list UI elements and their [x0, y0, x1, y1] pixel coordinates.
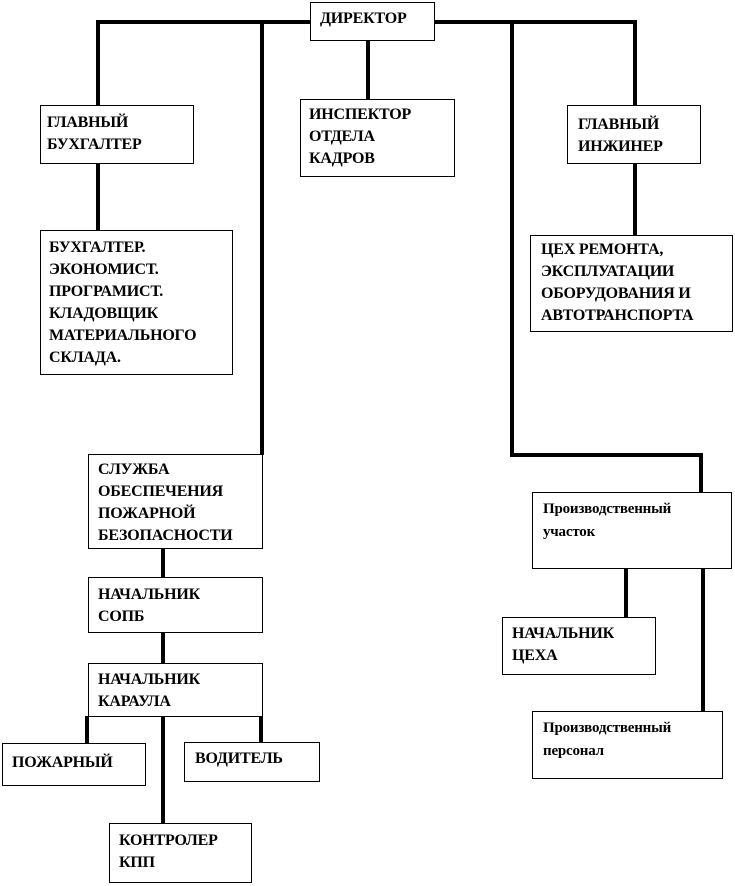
- production-section-box: Производственный участок: [532, 492, 732, 569]
- connector-production-staff: [701, 568, 705, 712]
- head-guard-box: НАЧАЛЬНИК КАРАУЛА: [88, 663, 263, 717]
- director-box: ДИРЕКТОР: [310, 2, 435, 41]
- connector-production-horizontal: [510, 453, 703, 457]
- connector-accountant: [96, 20, 100, 106]
- connector-production-vertical: [510, 20, 514, 457]
- connector-shop-head: [624, 568, 628, 618]
- hr-inspector-box: ИНСПЕКТОР ОТДЕЛА КАДРОВ: [300, 99, 455, 177]
- connector-hr: [366, 40, 370, 100]
- shop-head-box: НАЧАЛЬНИК ЦЕХА: [502, 617, 656, 675]
- checkpoint-controller-box: КОНТРОЛЕР КПП: [109, 823, 252, 883]
- connector-controller: [161, 716, 165, 824]
- chief-engineer-box: ГЛАВНЫЙ ИНЖИНЕР: [567, 105, 701, 164]
- repair-shop-box: ЦЕХ РЕМОНТА, ЭКСПЛУАТАЦИИ ОБОРУДОВАНИЯ И АВТОТРАНСПОРТА: [530, 235, 733, 332]
- connector-repair-shop: [633, 163, 637, 236]
- connector-accountant-staff: [96, 163, 100, 231]
- firefighter-box: ПОЖАРНЫЙ: [2, 743, 146, 786]
- connector-driver: [259, 716, 263, 743]
- head-sopb-box: НАЧАЛЬНИК СОПБ: [88, 577, 263, 633]
- connector-fire-head: [161, 548, 165, 578]
- connector-fire-service: [260, 20, 264, 455]
- driver-box: ВОДИТЕЛЬ: [184, 742, 320, 782]
- connector-firefighter: [85, 716, 89, 744]
- fire-safety-service-box: СЛУЖБА ОБЕСПЕЧЕНИЯ ПОЖАРНОЙ БЕЗОПАСНОСТИ: [88, 454, 263, 549]
- connector-production-drop: [699, 453, 703, 493]
- accounting-staff-box: БУХГАЛТЕР. ЭКОНОМИСТ. ПРОГРАМИСТ. КЛАДОВЩИК МАТЕРИАЛЬНОГО СКЛАДА.: [40, 230, 233, 375]
- chief-accountant-box: ГЛАВНЫЙ БУХГАЛТЕР: [40, 105, 194, 164]
- connector-engineer: [633, 20, 637, 105]
- production-staff-box: Производственный персонал: [532, 711, 723, 779]
- connector-head-guard: [161, 632, 165, 664]
